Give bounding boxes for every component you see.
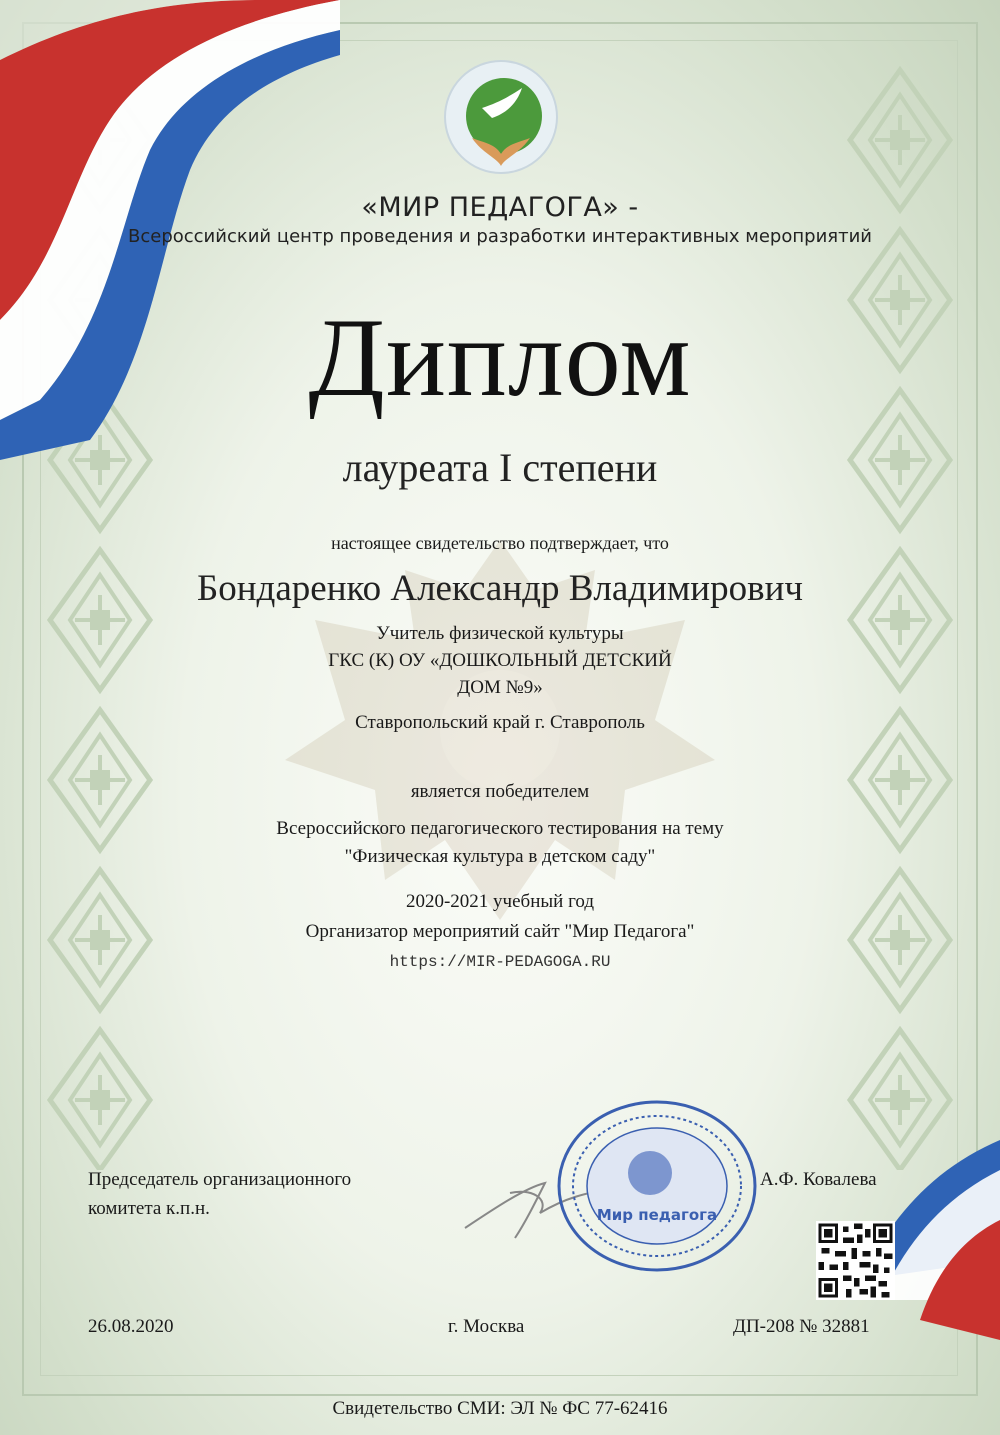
institution-line-2: ДОМ №9» [457,677,543,698]
confirm-text: настоящее свидетельство подтверждает, что [331,533,669,553]
location: Ставропольский край г. Ставрополь [355,712,645,733]
diploma-degree: лауреата I степени [342,445,658,490]
organization-stamp [555,1098,760,1273]
signer-role-line-2: комитета к.п.н. [88,1198,210,1219]
document-number: ДП-208 № 32881 [733,1316,870,1337]
winner-status: является победителем [410,781,590,802]
qr-code[interactable] [816,1221,895,1300]
recipient-name: Бондаренко Александр Владимирович [197,568,803,609]
signer-name: А.Ф. Ковалева [760,1169,877,1190]
signer-role-line-1: Председатель организационного [88,1169,352,1190]
organization-subtitle: Всероссийский центр проведения и разработки интерактивных мероприятий [128,226,872,247]
event-line-2: "Физическая культура в детском саду" [344,846,656,867]
website-link[interactable]: https://MIR-PEDAGOGA.RU [389,953,611,971]
academic-year: 2020-2021 учебный год [405,891,595,912]
stamp-label: Мир педагога [596,1206,718,1224]
institution-line-1: ГКС (К) ОУ «ДОШКОЛЬНЫЙ ДЕТСКИЙ [328,650,672,671]
recipient-position: Учитель физической культуры [376,623,624,644]
issue-city: г. Москва [448,1316,525,1337]
diploma-title: Диплом [308,296,692,420]
organization-name: «МИР ПЕДАГОГА» - [361,192,639,223]
issue-date: 26.08.2020 [88,1316,174,1337]
mir-pedagoga-logo [442,58,560,176]
event-line-1: Всероссийского педагогического тестирования на тему [276,818,724,839]
organizer: Организатор мероприятий сайт "Мир Педагога" [305,921,695,942]
media-certificate: Свидетельство СМИ: ЭЛ № ФС 77-62416 [332,1398,668,1419]
